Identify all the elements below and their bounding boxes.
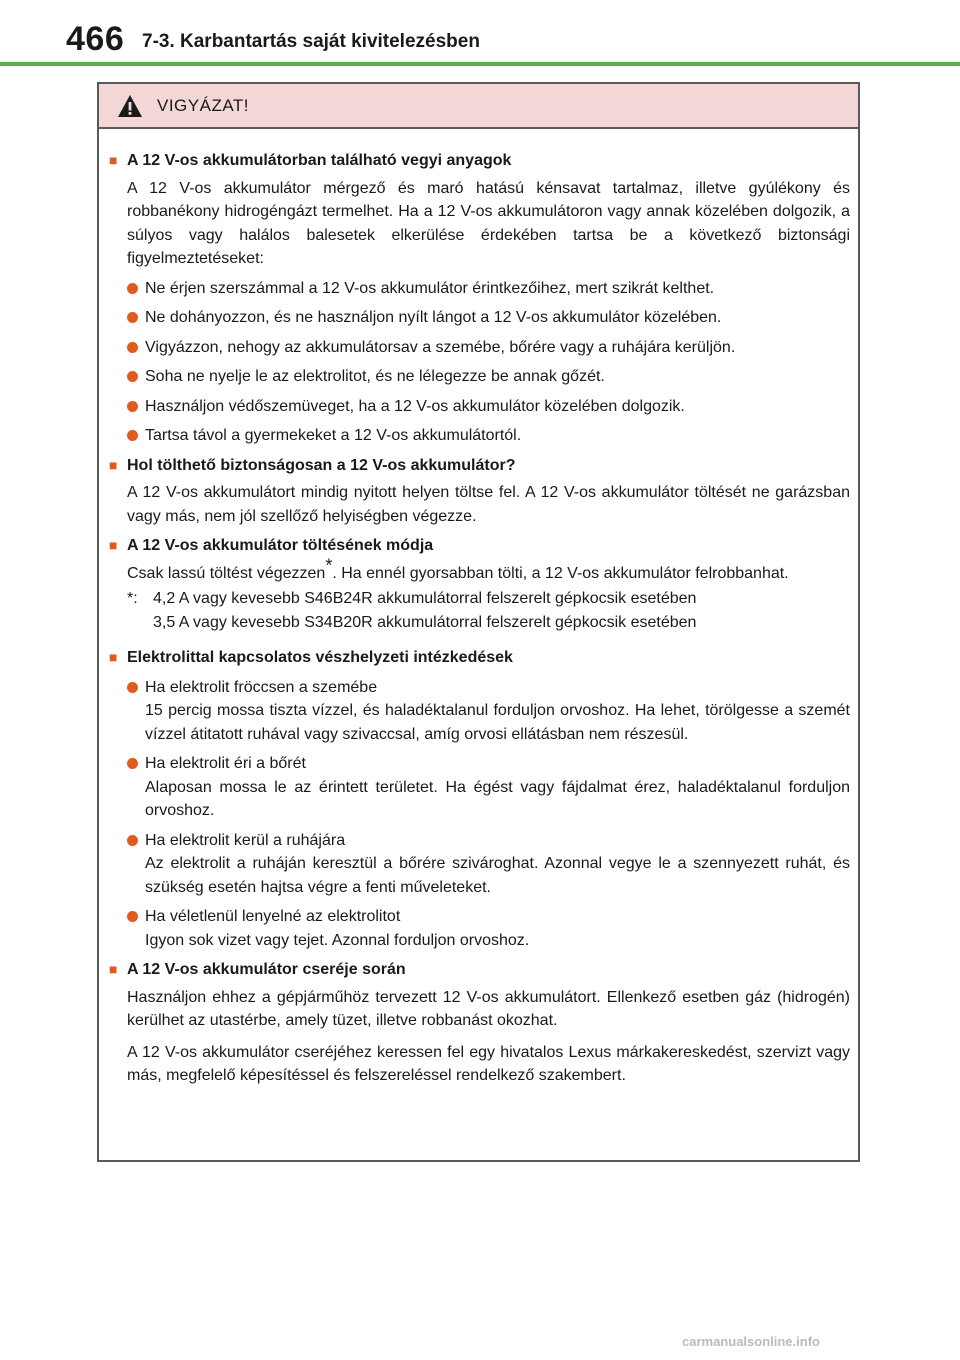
list-item-text: Ne érjen szerszámmal a 12 V-os akkumulátor érintkezőihez, mert szikrát kelthet. — [145, 279, 715, 297]
heading-text: A 12 V-os akkumulátorban található vegyi anyagok — [127, 152, 512, 169]
section-heading — [109, 534, 850, 558]
footnote — [127, 587, 850, 634]
list-item — [127, 829, 850, 900]
list-item-text: Igyon sok vizet vagy tejet. Azonnal forduljon orvoshoz. — [145, 931, 530, 949]
list-item — [127, 365, 850, 389]
square-bullet-icon: ■ — [109, 961, 118, 977]
list-item-text: Tartsa távol a gyermekeket a 12 V-os akkumulátortól. — [145, 427, 522, 444]
square-bullet-icon: ■ — [109, 537, 118, 553]
section-heading — [109, 646, 850, 670]
list-item — [127, 395, 850, 419]
square-bullet-icon: ■ — [109, 456, 118, 473]
dot-bullet-icon — [127, 283, 138, 294]
caution-title: VIGYÁZAT! — [157, 95, 250, 115]
list-item — [127, 752, 850, 823]
dot-bullet-icon — [127, 430, 138, 441]
paragraph: Használjon ehhez a gépjárműhöz tervezett 12 V-os akkumulátort. Ellenkező esetben gáz (hidrogén) kerülhet az utastérbe, amely tüzet, illetve robbanást okozhat. — [127, 988, 850, 1029]
footnote-text: 4,2 A vagy kevesebb S46B24R akkumulátorral felszerelt gépkocsik esetében — [153, 590, 697, 607]
paragraph-part: Csak lassú töltést végezzen — [127, 564, 326, 582]
list-item-title: Ha elektrolit kerül a ruhájára — [145, 831, 346, 849]
list-item-title: Ha elektrolit éri a bőrét — [145, 755, 306, 772]
list-item — [127, 336, 850, 360]
dot-bullet-icon — [127, 682, 138, 693]
paragraph-part: . Ha ennél gyorsabban tölti, a 12 V-os akkumulátor felrobbanhat. — [332, 564, 789, 582]
list-item — [127, 424, 850, 448]
heading-text: A 12 V-os akkumulátor töltésének módja — [127, 537, 434, 554]
footnote-marker: *: — [127, 590, 138, 607]
list-item — [127, 306, 850, 330]
dot-bullet-icon — [127, 371, 138, 382]
heading-text: Elektrolittal kapcsolatos vészhelyzeti intézkedések — [127, 649, 513, 666]
heading-text: A 12 V-os akkumulátor cseréje során — [127, 961, 406, 978]
section-heading — [109, 454, 850, 478]
caution-content — [99, 143, 858, 1088]
list-item-text: Soha ne nyelje le az elektrolitot, és ne lélegezze be annak gőzét. — [145, 368, 605, 385]
list-item-text: Vigyázzon, nehogy az akkumulátorsav a szemébe, bőrére vagy a ruhájára kerüljön. — [145, 338, 736, 356]
list-item-title: Ha véletlenül lenyelné az elektrolitot — [145, 908, 401, 925]
dot-bullet-icon — [127, 911, 138, 922]
dot-bullet-icon — [127, 342, 138, 353]
footnote-text: 3,5 A vagy kevesebb S34B20R akkumulátorral felszerelt gépkocsik esetében — [153, 613, 697, 631]
header-rule — [0, 62, 960, 66]
watermark: carmanualsonline.info — [682, 1334, 820, 1349]
list-item — [127, 905, 850, 952]
section-heading — [109, 149, 850, 173]
square-bullet-icon: ■ — [109, 649, 118, 665]
list-item-title: Ha elektrolit fröccsen a szemébe — [145, 678, 378, 696]
list-item-text: Használjon védőszemüveget, ha a 12 V-os akkumulátor közelében dolgozik. — [145, 397, 685, 415]
dot-bullet-icon — [127, 758, 138, 769]
list-item — [127, 277, 850, 301]
dot-bullet-icon — [127, 835, 138, 846]
page-header — [0, 0, 960, 62]
section-title: 7-3. Karbantartás saját kivitelezésben — [142, 31, 480, 52]
list-item-text: Az elektrolit a ruháján keresztül a bőrére szivároghat. Azonnal vegye le a szennyezett ruhát, és szükség esetén hajtsa végre a fenti műveleteket. — [145, 855, 850, 896]
heading-text: Hol tölthető biztonságosan a 12 V-os akkumulátor? — [127, 456, 516, 474]
page-number: 466 — [66, 20, 125, 58]
paragraph: A 12 V-os akkumulátort mindig nyitott helyen töltse fel. A 12 V-os akkumulátor töltését ne garázsban vagy más, nem jól szellőző helyiségben végezze. — [127, 484, 850, 525]
paragraph: A 12 V-os akkumulátor cseréjéhez keressen fel egy hivatalos Lexus márkakereskedést, szervizt vagy más, megfelelő képesítéssel és felszereléssel rendelkező szakembert. — [127, 1043, 850, 1084]
list-item-text: Alaposan mossa le az érintett területet. Ha égést vagy fájdalmat érez, haladéktalanul forduljon orvoshoz. — [145, 778, 850, 819]
list-item-text: 15 percig mossa tiszta vízzel, és haladéktalanul forduljon orvoshoz. Ha lehet, törölgesse a szemét vízzel átitatott ruhával vagy szivaccsal, amíg orvosi ellátásban nem részesül. — [145, 702, 850, 743]
dot-bullet-icon — [127, 401, 138, 412]
section-heading — [109, 958, 850, 982]
list-item — [127, 676, 850, 747]
paragraph: A 12 V-os akkumulátor mérgező és maró hatású kénsavat tartalmaz, illetve gyúlékony és robbanékony hidrogéngázt termelhet. Ha a 12 V-os akkumulátoron vagy annak közelében dolgozik, a súlyos vagy halálos balesetek elkerülése érdekében tartsa be a következő biztonsági figyelmeztetéseket: — [127, 179, 850, 267]
warning-triangle-icon — [117, 94, 143, 118]
paragraph — [127, 555, 850, 586]
square-bullet-icon: ■ — [109, 152, 118, 168]
dot-bullet-icon — [127, 312, 138, 323]
caution-header — [99, 84, 858, 129]
list-item-text: Ne dohányozzon, és ne használjon nyílt lángot a 12 V-os akkumulátor közelében. — [145, 309, 722, 326]
footnote-mark: * — [325, 555, 333, 576]
caution-box — [97, 82, 860, 1162]
